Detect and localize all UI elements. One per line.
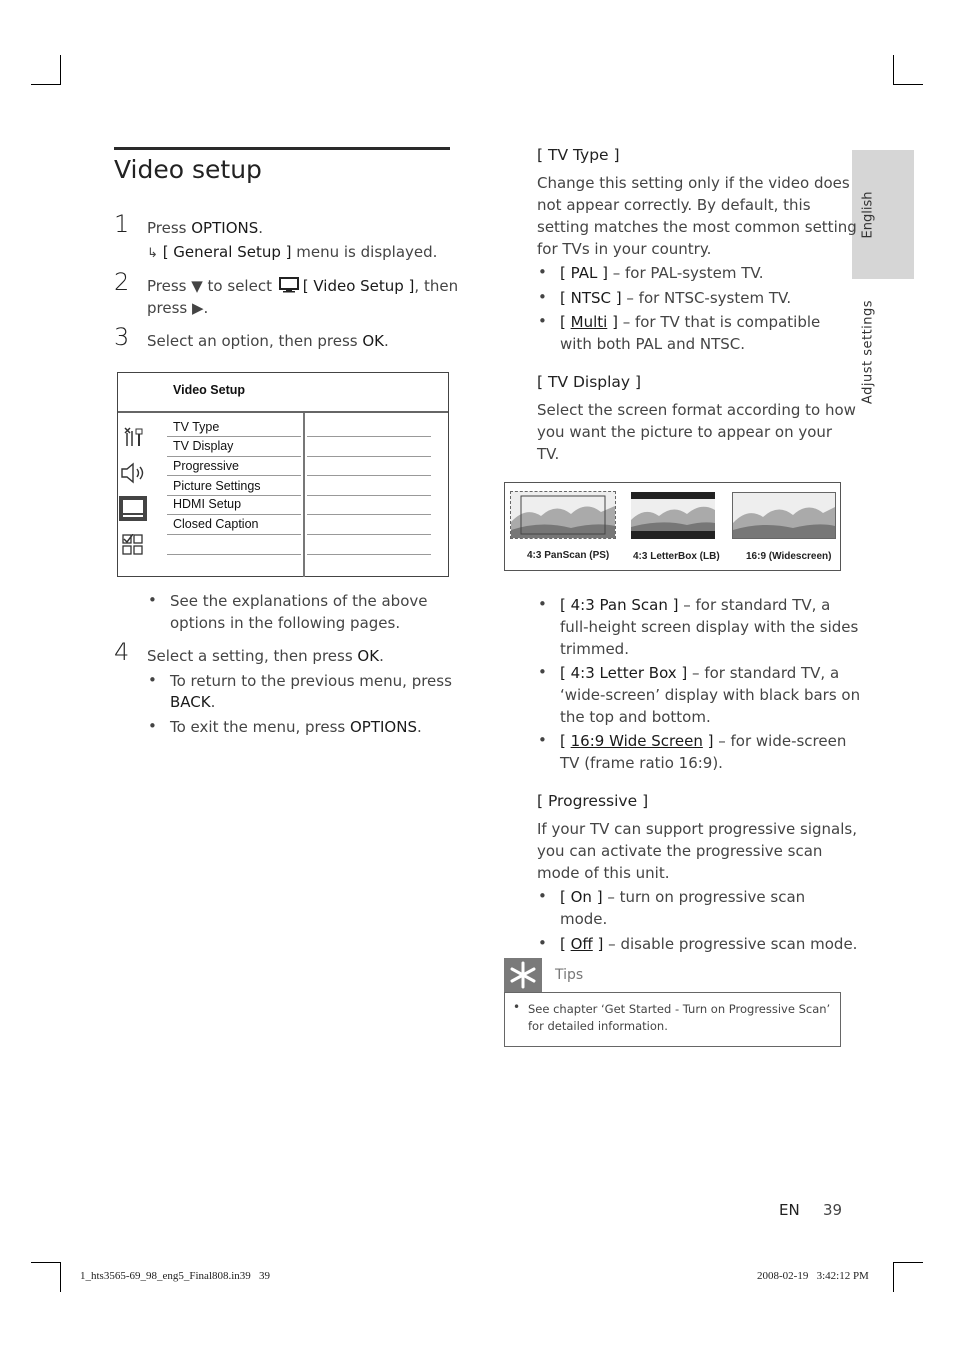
option-panscan-line3: trimmed.: [560, 640, 629, 658]
checkbox-grid-icon: [122, 534, 144, 560]
option-widescreen-line2: TV (frame ratio 16:9).: [560, 754, 723, 772]
tips-label: Tips: [555, 967, 584, 983]
menu-item: Closed Caption: [173, 517, 259, 531]
menu-screenshot: [117, 372, 449, 577]
progressive-desc-line: If your TV can support progressive signals,: [537, 820, 857, 838]
crop-mark: [31, 84, 61, 85]
menu-row-rule: [307, 456, 431, 457]
caption-letterbox: 4:3 LetterBox (LB): [633, 551, 720, 562]
menu-row-rule: [307, 495, 431, 496]
aspect-ratio-illustration: [504, 482, 841, 571]
side-tab-english-label: English: [860, 191, 876, 239]
tv-type-desc-line: not appear correctly. By default, this: [537, 196, 811, 214]
menu-row-rule: [167, 475, 301, 476]
tv-type-heading: [ TV Type ]: [537, 146, 620, 164]
progressive-desc-line: you can activate the progressive scan: [537, 842, 823, 860]
option-panscan-line2: full-height screen display with the sides: [560, 618, 859, 636]
footer-filename: 1_hts3565-69_98_eng5_Final808.in39 39: [80, 1270, 271, 1282]
progressive-desc-line: mode of this unit.: [537, 864, 670, 882]
tv-icon: [119, 496, 147, 521]
tv-small-icon: [279, 277, 299, 299]
menu-item: Picture Settings: [173, 479, 261, 493]
step-3-note-line1: See the explanations of the above: [170, 592, 428, 610]
widescreen-image: [732, 492, 836, 539]
menu-column-divider: [303, 413, 305, 577]
tv-type-desc-line: Change this setting only if the video does: [537, 174, 850, 192]
progressive-heading: [ Progressive ]: [537, 792, 649, 810]
tools-icon: [122, 426, 146, 452]
option-letterbox: [ 4:3 Letter Box ] – for standard TV, a: [560, 664, 840, 682]
menu-row-rule: [307, 475, 431, 476]
step-3-text: Select an option, then press OK.: [147, 332, 389, 350]
crop-mark: [31, 1262, 61, 1263]
menu-row-rule: [307, 554, 431, 555]
caption-panscan: 4:3 PanScan (PS): [527, 550, 610, 561]
crop-mark: [893, 84, 923, 85]
step-2-text: Press ▼ to select [ Video Setup ], then: [147, 275, 458, 299]
menu-row-rule: [167, 436, 301, 437]
option-letterbox-line3: the top and bottom.: [560, 708, 711, 726]
menu-row-rule: [307, 514, 431, 515]
step-1-text: Press OPTIONS.: [147, 219, 264, 237]
step-4-note1-line1: To return to the previous menu, press: [170, 672, 452, 690]
step-4-text: Select a setting, then press OK.: [147, 647, 384, 665]
title-rule: [114, 147, 450, 150]
bullet-dot: •: [538, 312, 547, 330]
bullet-dot: •: [538, 595, 547, 613]
menu-row-rule: [167, 514, 301, 515]
bullet-dot: •: [538, 288, 547, 306]
bullet-dot: •: [148, 671, 157, 689]
bullet-dot: •: [538, 263, 547, 281]
tip-asterisk-icon: [504, 958, 542, 992]
option-multi: [ Multi ] – for TV that is compatible: [560, 313, 821, 331]
bullet-dot: •: [148, 591, 157, 609]
option-multi-line2: with both PAL and NTSC.: [560, 335, 746, 353]
step-number: 4: [114, 638, 130, 666]
bullet-dot: •: [513, 1000, 521, 1014]
bullet-dot: •: [538, 934, 547, 952]
option-widescreen: [ 16:9 Wide Screen ] – for wide-screen: [560, 732, 847, 750]
menu-item: TV Display: [173, 439, 234, 453]
tv-display-desc-line: you want the picture to appear on your: [537, 423, 833, 441]
bullet-dot: •: [148, 717, 157, 735]
tv-display-desc-line: TV.: [537, 445, 560, 463]
crop-mark: [60, 55, 61, 85]
step-number: 1: [114, 210, 130, 238]
bullet-dot: •: [538, 887, 547, 905]
caption-widescreen: 16:9 (Widescreen): [746, 551, 832, 562]
crop-mark: [893, 1262, 923, 1263]
panscan-image: [510, 491, 616, 539]
menu-row-rule: [167, 554, 301, 555]
tv-type-desc-line: for TVs in your country.: [537, 240, 712, 258]
result-arrow-icon: ↳: [147, 246, 158, 261]
menu-row-rule: [167, 456, 301, 457]
step-1-result: ↳ [ General Setup ] menu is displayed.: [147, 243, 438, 261]
menu-title: Video Setup: [173, 383, 246, 397]
option-on-line2: mode.: [560, 910, 608, 928]
step-4-note1-line2: BACK.: [170, 693, 216, 711]
option-letterbox-line2: ‘wide-screen’ display with black bars on: [560, 686, 861, 704]
footer-date: 2008-02-19 3:42:12 PM: [757, 1270, 869, 1282]
step-4-note2: To exit the menu, press OPTIONS.: [170, 718, 422, 736]
speaker-icon: [120, 462, 148, 488]
page-number: 39: [823, 1201, 843, 1219]
bullet-dot: •: [538, 731, 547, 749]
step-number: 2: [114, 268, 130, 296]
menu-item: HDMI Setup: [173, 497, 242, 511]
step-2-line2: press ▶.: [147, 299, 209, 317]
footer-lang: EN: [779, 1201, 800, 1219]
step-3-note-line2: options in the following pages.: [170, 614, 401, 632]
option-pal: [ PAL ] – for PAL-system TV.: [560, 264, 764, 282]
menu-header-rule: [118, 411, 448, 413]
menu-row-rule: [307, 534, 431, 535]
menu-row-rule: [167, 495, 301, 496]
side-tab-adjust-label: Adjust settings: [860, 299, 876, 405]
option-panscan: [ 4:3 Pan Scan ] – for standard TV, a: [560, 596, 831, 614]
menu-row-rule: [307, 436, 431, 437]
option-on: [ On ] – turn on progressive scan: [560, 888, 806, 906]
letterbox-image: [631, 492, 715, 539]
step-number: 3: [114, 323, 130, 351]
page-title: Video setup: [114, 155, 262, 184]
bullet-dot: •: [538, 663, 547, 681]
crop-mark: [893, 55, 894, 85]
crop-mark: [893, 1262, 894, 1292]
menu-row-rule: [167, 534, 301, 535]
tv-display-desc-line: Select the screen format according to how: [537, 401, 856, 419]
tv-type-desc-line: setting matches the most common setting: [537, 218, 857, 236]
tips-line1: See chapter ‘Get Started - Turn on Progressive Scan’: [528, 1002, 831, 1016]
option-off: [ Off ] – disable progressive scan mode.: [560, 935, 858, 953]
tv-display-heading: [ TV Display ]: [537, 373, 642, 391]
menu-item: TV Type: [173, 420, 220, 434]
crop-mark: [60, 1262, 61, 1292]
tips-line2: for detailed information.: [528, 1019, 668, 1033]
menu-item: Progressive: [173, 459, 239, 473]
option-ntsc: [ NTSC ] – for NTSC-system TV.: [560, 289, 792, 307]
